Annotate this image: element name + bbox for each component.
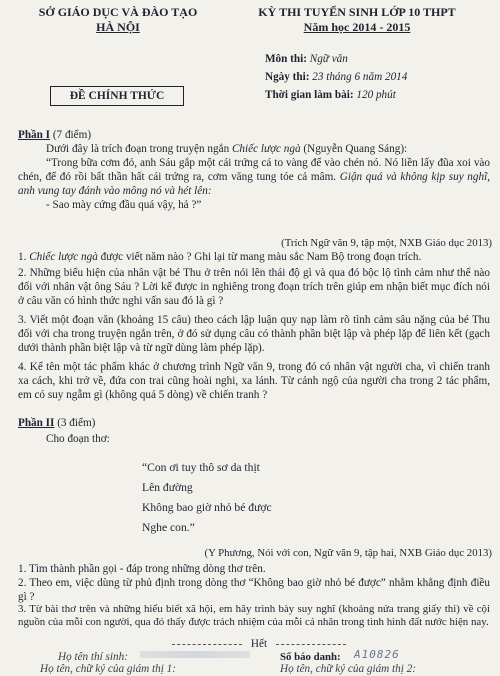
- examiner2-label: Họ tên, chữ ký của giám thị 2:: [280, 663, 416, 675]
- exam-title: KỲ THI TUYỂN SINH LỚP 10 THPT: [258, 5, 456, 19]
- part1-q1: [18, 250, 490, 264]
- time-value: 120 phút: [356, 89, 396, 101]
- city-label: HÀ NỘI: [96, 20, 140, 34]
- part2-q1: 1. Tìm thành phần gọi - đáp trong những dòng thơ trên.: [18, 563, 266, 575]
- part1-quote-a: “Trong bữa cơm đó, anh Sáu gắp một cái trứng cá to vàng để vào chén nó. Nó liền lấy đũa xoi vào chén, để đó rồi bất thần hất cái trứng ra, cơm văng tung tóe cả mâm.: [18, 157, 490, 184]
- part1-q1-work: Chiếc lược ngà: [29, 251, 98, 263]
- handwritten-name-redacted: [140, 651, 250, 658]
- part2-title: Phần II: [18, 417, 55, 429]
- department-name: SỞ GIÁO DỤC VÀ ĐÀO TẠO: [38, 5, 198, 19]
- date-value: 23 tháng 6 năm 2014: [312, 71, 408, 83]
- poem-line: Nghe con.”: [142, 521, 195, 534]
- part1-points: (7 điểm): [52, 129, 92, 141]
- part1-heading: [18, 128, 488, 142]
- subject-label: Môn thi:: [265, 53, 307, 65]
- candidate-name-label: Họ tên thí sinh:: [58, 651, 128, 663]
- part1-source: (Trích Ngữ văn 9, tập một, NXB Giáo dục 2013): [281, 237, 492, 249]
- poem-line: Không bao giờ nhỏ bé được: [142, 501, 272, 514]
- id-label: Số báo danh:: [280, 651, 341, 663]
- part2-q2: 2. Theo em, việc dùng từ phủ định trong dòng thơ “Không bao giờ nhỏ bé được” nhằm khẳng định điều gì ?: [18, 577, 490, 604]
- part2-heading: [18, 416, 488, 430]
- date-label: Ngày thi:: [265, 71, 310, 83]
- end-mark: Hết: [250, 638, 268, 650]
- part1-title: Phần I: [18, 129, 51, 141]
- time-line: [265, 88, 495, 102]
- id-value: A10826: [354, 648, 400, 661]
- part2-q3: 3. Từ bài thơ trên và những hiểu biết xã hội, em hãy trình bày suy nghĩ (khoảng nửa trang giấy thi) về cội nguồn của mỗi con người, qua đó thấy được trách nhiệm của mỗi cá nhân trong tình hình đất nước hiện nay.: [18, 603, 490, 629]
- city-name: [18, 20, 218, 35]
- part1-intro-a: Dưới đây là trích đoạn trong truyện ngắn: [46, 143, 232, 155]
- part1-intro-work: Chiếc lược ngà: [231, 143, 301, 155]
- school-year: [232, 20, 482, 35]
- part2-points: (3 điểm): [57, 417, 96, 429]
- examiner1-label: Họ tên, chữ ký của giám thị 1:: [40, 663, 176, 675]
- part1-quote: [18, 156, 490, 199]
- poem-line: “Con ơi tuy thô sơ da thịt: [142, 461, 260, 474]
- part1-q1-num: 1.: [18, 251, 30, 263]
- subject-value: Ngữ văn: [309, 53, 348, 65]
- part1-quote-c: - Sao mày cứng đầu quá vậy, hả ?”: [46, 199, 202, 211]
- poem: [142, 458, 472, 538]
- official-box: ĐỀ CHÍNH THỨC: [50, 86, 184, 106]
- end-divider-left: [172, 644, 242, 645]
- time-label: Thời gian làm bài:: [265, 89, 354, 101]
- part2-intro: Cho đoạn thơ:: [46, 433, 110, 445]
- end-divider-right: [276, 644, 346, 645]
- part1-intro: [46, 142, 490, 156]
- poem-line: Lên đường: [142, 481, 193, 494]
- part1-intro-b: (Nguyễn Quang Sáng):: [300, 143, 408, 155]
- part2-source: (Y Phương, Nói với con, Ngữ văn 9, tập hai, NXB Giáo dục 2013): [204, 547, 492, 559]
- part1-quote-b: Giận quá và không kịp suy nghĩ, anh vung tay đánh vào mông nó và hét lên:: [18, 171, 490, 198]
- part1-q2: 2. Những biểu hiện của nhân vật bé Thu ở trên nói lên thái độ gì và qua đó bộc lộ tình cảm như thế nào đối với nhân vật ông Sáu ? Lời kể được in nghiêng trong đoạn trích trên giúp em nhận biết mục đích nói ở câu văn có hình thức nghi vấn sau đó là gì ?: [18, 267, 490, 308]
- school-year-label: Năm học 2014 - 2015: [303, 20, 411, 34]
- date-line: [265, 70, 495, 84]
- part1-q1-text: được viết năm nào ? Ghi lại từ mang màu sắc Nam Bộ trong đoạn trích.: [97, 251, 422, 263]
- subject-line: [265, 52, 495, 66]
- part1-q3: 3. Viết một đoạn văn (khoảng 15 câu) theo cách lập luận quy nạp làm rõ tình cảm sâu nặng của bé Thu đối với cha trong truyện ngắn trên, ở đó sử dụng câu có thành phần biệt lập và phép lặp để liên kết (gạch dưới thành phần biệt lập và từ ngữ dùng làm phép lặp).: [18, 314, 490, 355]
- part1-q4: 4. Kể tên một tác phẩm khác ở chương trình Ngữ văn 9, trong đó có nhân vật người cha, vì chiến tranh xa cách, khi trở về, đứa con trai cũng hoài nghi, xa lánh. Từ cảnh ngộ của người cha trong 2 tác phẩm, em có suy ngẫm gì (không quá 5 dòng) về chiến tranh ?: [18, 361, 490, 402]
